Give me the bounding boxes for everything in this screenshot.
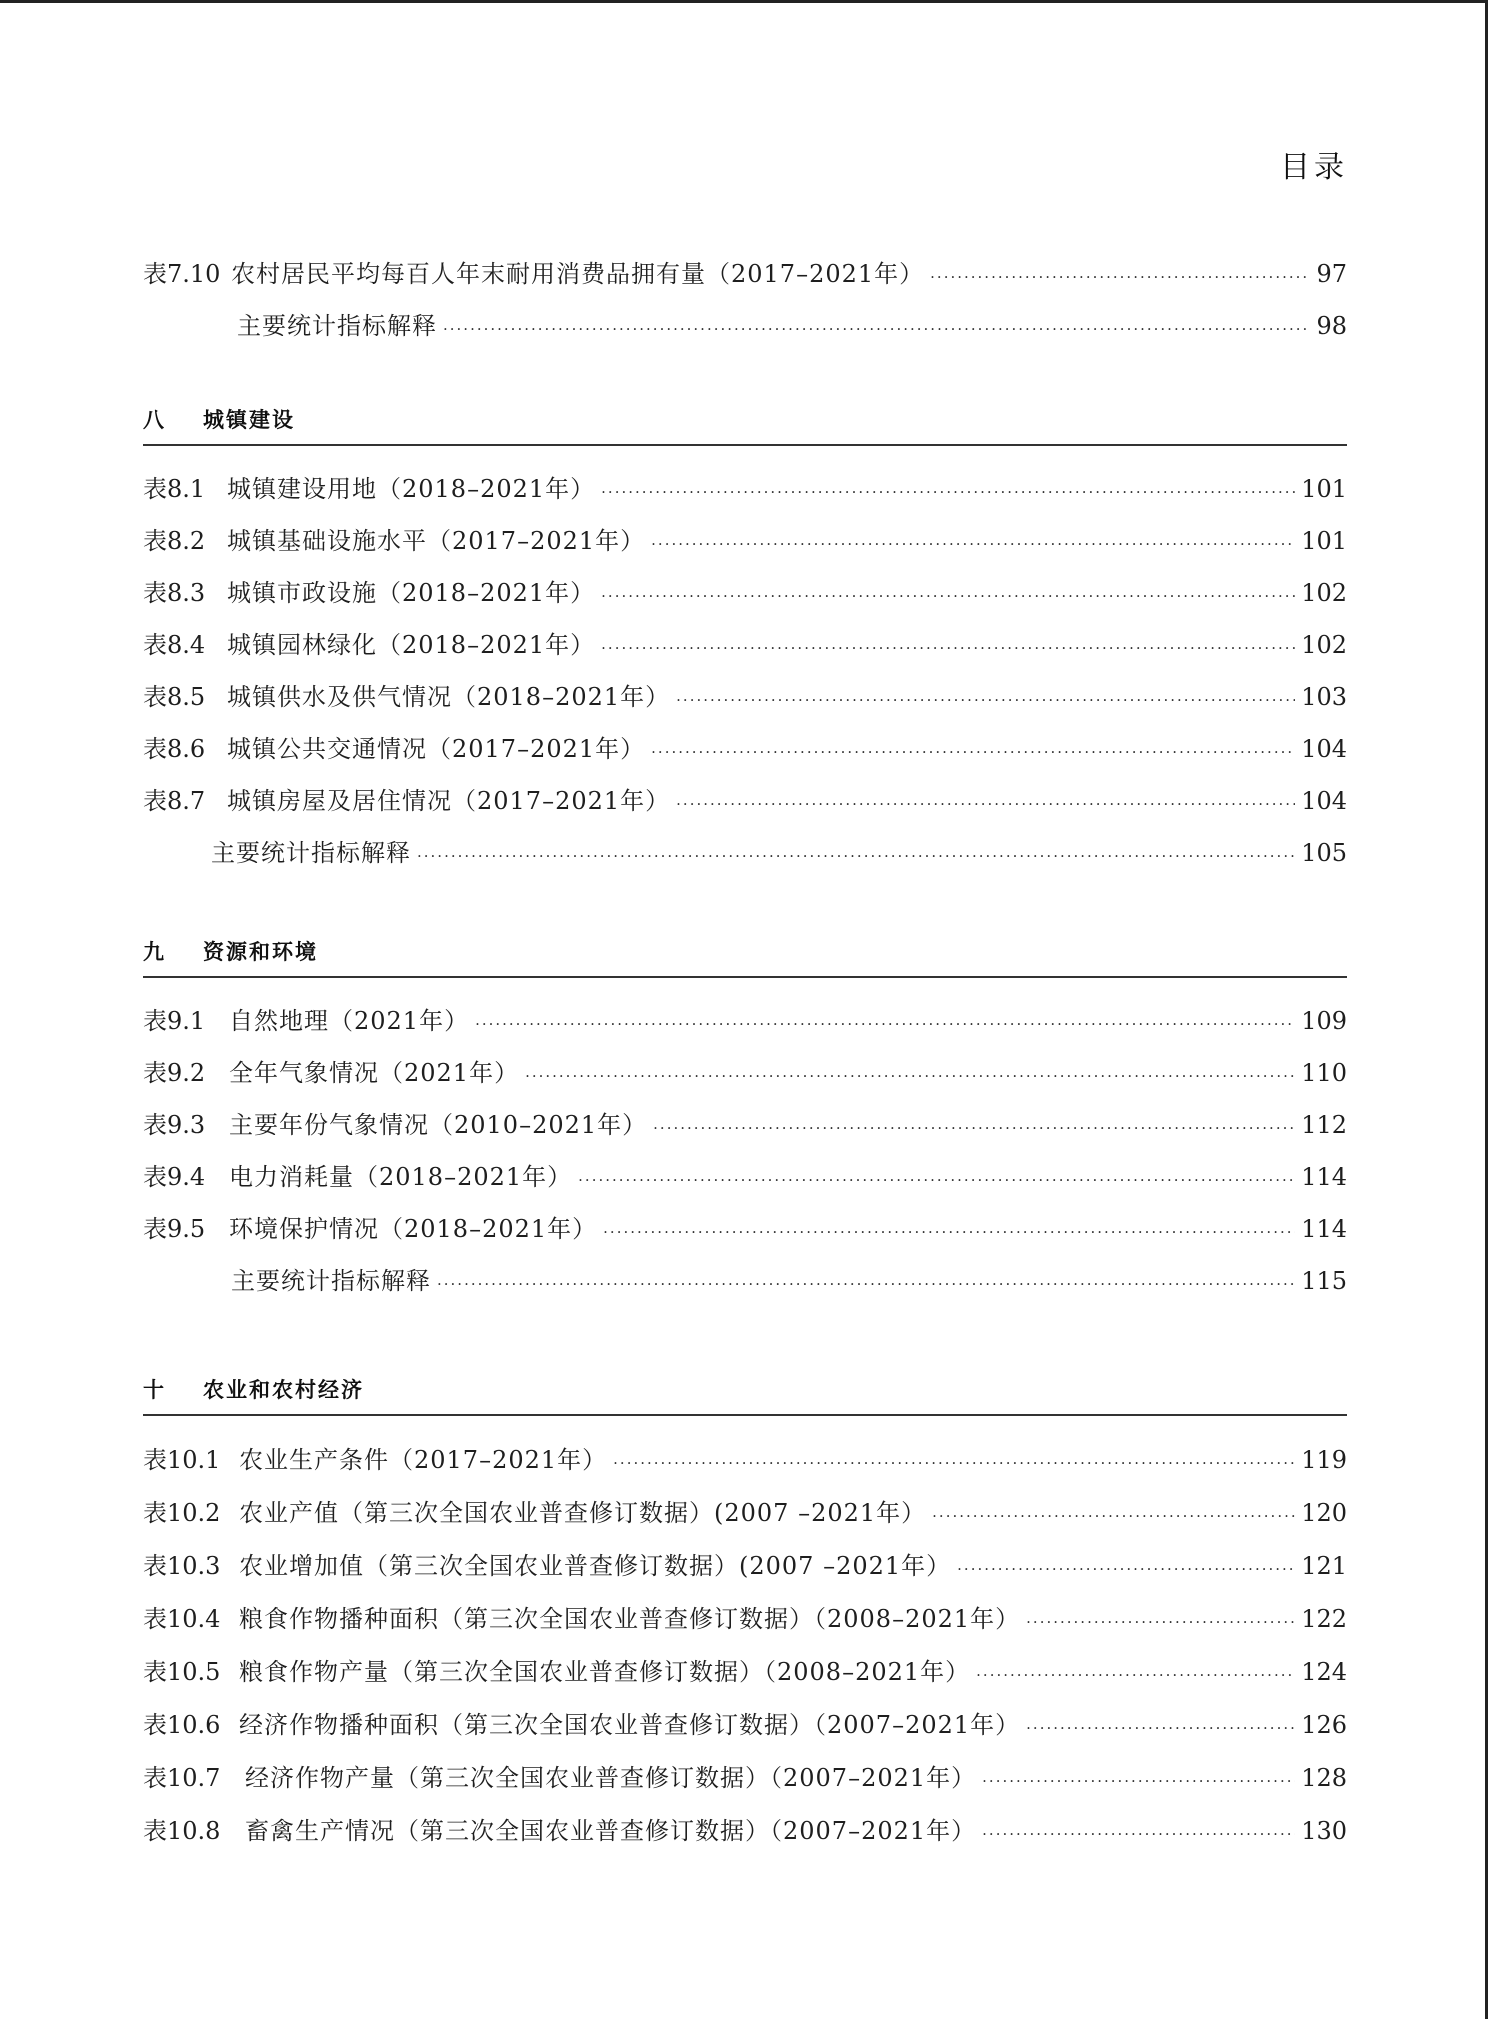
toc-entry-page: 128 [1301, 1764, 1347, 1792]
toc-dot-leader [601, 466, 1295, 518]
toc-dot-leader [1026, 1596, 1295, 1649]
toc-entry[interactable] [143, 1255, 1347, 1307]
toc-entry-title: 城镇基础设施水平（2017–2021年） [227, 527, 646, 555]
toc-dot-leader [1026, 1702, 1295, 1755]
toc-entry[interactable] [143, 1099, 1347, 1151]
toc-dot-leader [443, 303, 1310, 355]
toc-entry-title: 城镇建设用地（2018–2021年） [227, 475, 596, 503]
toc-entry-number: 表8.7 [143, 787, 206, 815]
toc-entry-page: 122 [1301, 1605, 1347, 1633]
toc-section7-tail [143, 248, 1347, 352]
toc-entry[interactable] [143, 515, 1347, 567]
toc-entry-page: 126 [1301, 1711, 1347, 1739]
toc-entry-number: 表10.5 [143, 1658, 221, 1686]
toc-entry-page: 104 [1301, 735, 1347, 763]
toc-entry-page: 97 [1316, 260, 1347, 288]
toc-entry-page: 112 [1301, 1111, 1347, 1139]
toc-entry-title: 电力消耗量（2018–2021年） [229, 1163, 573, 1191]
toc-entry-page: 114 [1301, 1215, 1347, 1243]
toc-entry-number: 表10.1 [143, 1446, 221, 1474]
toc-entry-number: 表8.6 [143, 735, 206, 763]
toc-entry[interactable] [143, 1699, 1347, 1752]
toc-entry-number: 表10.3 [143, 1552, 221, 1580]
toc-entry-number: 表8.5 [143, 683, 206, 711]
toc-entry-title: 主要统计指标解释 [231, 1267, 431, 1295]
toc-entry[interactable] [143, 1805, 1347, 1858]
toc-entry-number: 表9.4 [143, 1163, 206, 1191]
toc-entry[interactable] [143, 1540, 1347, 1593]
toc-entry-title: 主要统计指标解释 [211, 839, 411, 867]
toc-dot-leader [651, 726, 1295, 778]
toc-entry-number: 表10.2 [143, 1499, 221, 1527]
toc-entry-title: 主要统计指标解释 [237, 312, 437, 340]
toc-dot-leader [653, 1102, 1295, 1154]
toc-dot-leader [982, 1755, 1295, 1808]
toc-entry-page: 102 [1301, 631, 1347, 659]
toc-entry-number: 表7.10 [143, 260, 221, 288]
toc-entry-title: 粮食作物产量（第三次全国农业普查修订数据）（2008–2021年） [239, 1658, 971, 1686]
toc-entry-number: 表9.5 [143, 1215, 206, 1243]
toc-entry[interactable] [143, 463, 1347, 515]
toc-entry-page: 98 [1316, 312, 1347, 340]
toc-entry[interactable] [143, 1151, 1347, 1203]
toc-entry[interactable] [143, 248, 1347, 300]
toc-entry[interactable] [143, 1203, 1347, 1255]
toc-entry-page: 109 [1301, 1007, 1347, 1035]
toc-dot-leader [437, 1258, 1295, 1310]
toc-entry-title: 城镇公共交通情况（2017–2021年） [227, 735, 646, 763]
toc-entry[interactable] [143, 723, 1347, 775]
toc-section9-list [143, 995, 1347, 1307]
toc-dot-leader [982, 1808, 1295, 1861]
toc-dot-leader [601, 622, 1295, 674]
toc-entry-number: 表9.3 [143, 1111, 206, 1139]
toc-entry[interactable] [143, 1752, 1347, 1805]
toc-entry-number: 表8.2 [143, 527, 206, 555]
toc-section8-list [143, 463, 1347, 879]
section-numeral: 八 [143, 408, 166, 432]
section-heading-10 [143, 1374, 1347, 1416]
toc-entry-page: 114 [1301, 1163, 1347, 1191]
toc-entry-page: 104 [1301, 787, 1347, 815]
toc-entry[interactable] [143, 1487, 1347, 1540]
toc-entry[interactable] [143, 827, 1347, 879]
toc-entry-title: 农业增加值（第三次全国农业普查修订数据）(2007 –2021年） [239, 1552, 952, 1580]
section-numeral: 九 [143, 940, 166, 964]
page-top-border [0, 0, 1488, 3]
toc-entry-number: 表9.1 [143, 1007, 206, 1035]
toc-dot-leader [676, 674, 1295, 726]
toc-entry-number: 表10.8 [143, 1817, 221, 1845]
toc-dot-leader [932, 1490, 1295, 1543]
toc-entry-page: 103 [1301, 683, 1347, 711]
toc-entry-title: 城镇市政设施（2018–2021年） [227, 579, 596, 607]
toc-entry-title: 经济作物产量（第三次全国农业普查修订数据）（2007–2021年） [245, 1764, 977, 1792]
toc-dot-leader [613, 1437, 1295, 1490]
toc-entry-title: 经济作物播种面积（第三次全国农业普查修订数据）（2007–2021年） [239, 1711, 1021, 1739]
toc-entry-page: 130 [1301, 1817, 1347, 1845]
toc-entry-page: 121 [1301, 1552, 1347, 1580]
toc-dot-leader [676, 778, 1295, 830]
toc-entry-title: 农业产值（第三次全国农业普查修订数据）(2007 –2021年） [239, 1499, 927, 1527]
toc-dot-leader [930, 251, 1310, 303]
toc-dot-leader [601, 570, 1295, 622]
section-name: 资源和环境 [203, 940, 318, 964]
toc-dot-leader [525, 1050, 1295, 1102]
toc-dot-leader [603, 1206, 1295, 1258]
toc-entry-page: 120 [1301, 1499, 1347, 1527]
toc-dot-leader [976, 1649, 1295, 1702]
toc-entry-page: 101 [1301, 527, 1347, 555]
toc-entry[interactable] [143, 775, 1347, 827]
toc-entry-title: 环境保护情况（2018–2021年） [229, 1215, 598, 1243]
toc-entry-number: 表8.3 [143, 579, 206, 607]
toc-entry-title: 主要年份气象情况（2010–2021年） [229, 1111, 648, 1139]
toc-entry[interactable] [143, 1646, 1347, 1699]
toc-entry-page: 105 [1301, 839, 1347, 867]
toc-entry-page: 119 [1301, 1446, 1347, 1474]
toc-entry-title: 畜禽生产情况（第三次全国农业普查修订数据）（2007–2021年） [245, 1817, 977, 1845]
toc-entry-number: 表9.2 [143, 1059, 206, 1087]
toc-entry-title: 农业生产条件（2017–2021年） [239, 1446, 608, 1474]
toc-entry[interactable] [143, 671, 1347, 723]
toc-section10-list [143, 1434, 1347, 1858]
toc-entry[interactable] [143, 1434, 1347, 1487]
toc-entry-page: 110 [1301, 1059, 1347, 1087]
toc-entry[interactable] [143, 1593, 1347, 1646]
toc-entry-page: 115 [1301, 1267, 1347, 1295]
toc-entry-title: 自然地理（2021年） [229, 1007, 470, 1035]
toc-entry[interactable] [143, 567, 1347, 619]
toc-dot-leader [578, 1154, 1295, 1206]
toc-entry-number: 表8.4 [143, 631, 206, 659]
toc-entry-number: 表10.7 [143, 1764, 221, 1792]
toc-entry-title: 粮食作物播种面积（第三次全国农业普查修订数据）（2008–2021年） [239, 1605, 1021, 1633]
section-numeral: 十 [143, 1378, 166, 1402]
toc-entry-title: 全年气象情况（2021年） [229, 1059, 520, 1087]
toc-entry[interactable] [143, 619, 1347, 671]
toc-entry-title: 城镇房屋及居住情况（2017–2021年） [227, 787, 671, 815]
toc-dot-leader [957, 1543, 1295, 1596]
toc-entry-page: 101 [1301, 475, 1347, 503]
toc-entry-number: 表10.4 [143, 1605, 221, 1633]
toc-dot-leader [651, 518, 1295, 570]
toc-entry-page: 124 [1301, 1658, 1347, 1686]
page-header-title: 目录 [1280, 150, 1348, 185]
toc-entry-title: 城镇供水及供气情况（2018–2021年） [227, 683, 671, 711]
toc-entry-title: 城镇园林绿化（2018–2021年） [227, 631, 596, 659]
section-name: 农业和农村经济 [203, 1378, 364, 1402]
section-heading-8 [143, 404, 1347, 446]
toc-entry[interactable] [143, 300, 1347, 352]
toc-entry-title: 农村居民平均每百人年末耐用消费品拥有量（2017–2021年） [231, 260, 925, 288]
toc-dot-leader [475, 998, 1295, 1050]
toc-entry[interactable] [143, 1047, 1347, 1099]
toc-entry[interactable] [143, 995, 1347, 1047]
toc-entry-number: 表8.1 [143, 475, 206, 503]
toc-entry-page: 102 [1301, 579, 1347, 607]
toc-dot-leader [417, 830, 1295, 882]
section-heading-9 [143, 936, 1347, 978]
toc-entry-number: 表10.6 [143, 1711, 221, 1739]
section-name: 城镇建设 [203, 408, 295, 432]
